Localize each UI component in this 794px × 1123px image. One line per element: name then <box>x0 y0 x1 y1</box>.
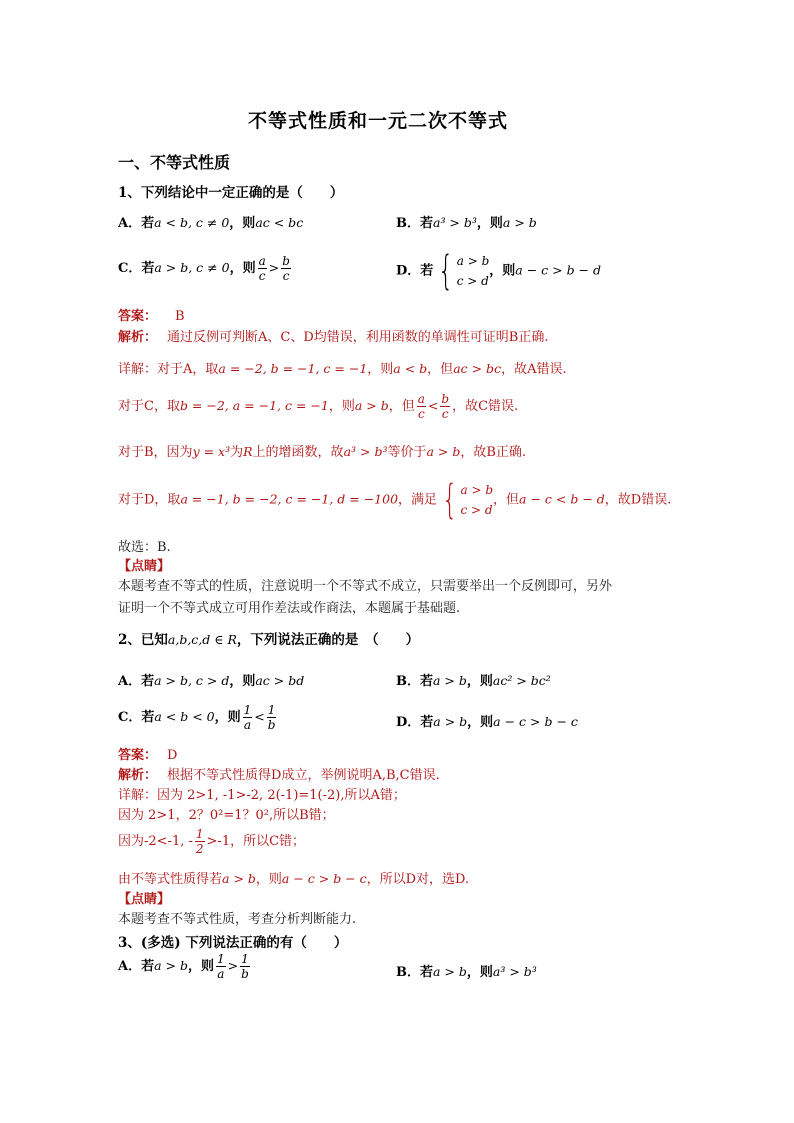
fraction-denominator: b <box>241 967 249 981</box>
math: a,b,c,d ∈ R <box>167 632 237 647</box>
math-conclusion: ac < bc <box>255 215 304 230</box>
option-label: C．若 <box>118 261 155 276</box>
system-line: a > b <box>460 483 494 497</box>
math-operator: > <box>227 958 239 973</box>
q1-answer <box>118 305 185 324</box>
option-label: A．若 <box>118 959 155 974</box>
inequality-system <box>437 477 494 523</box>
math-operator: > <box>268 260 280 275</box>
detail-text: 对于D，取 <box>118 492 181 508</box>
math-condition: a < b < 0 <box>154 709 215 724</box>
option-then: ，则 <box>489 263 516 279</box>
math: y = x³ <box>192 444 231 459</box>
q1-dianjing: 【点睛】 <box>118 559 171 574</box>
option-then: ，则 <box>229 261 256 276</box>
math-condition: a > b <box>433 673 467 688</box>
math: a > b <box>354 398 389 413</box>
fraction-numerator: b <box>282 254 290 268</box>
option-label: B．若 <box>396 965 433 980</box>
detail-text: ，则 <box>367 362 394 377</box>
q2-option-c <box>118 703 278 732</box>
system-line: a > b <box>456 254 490 268</box>
fraction-numerator: 1 <box>267 703 276 717</box>
detail-text: ，但 <box>427 362 454 377</box>
math-condition: a > b <box>154 958 188 973</box>
math: a³ > b³ <box>343 444 388 459</box>
analysis-text: 根据不等式性质得D成立，举例说明A,B,C错误. <box>167 768 440 783</box>
detail-text: ，故C错误. <box>452 399 519 414</box>
stem-text: 2、已知 <box>118 632 168 648</box>
detail-text: 对于C，取 <box>118 399 180 414</box>
question-2-stem <box>118 628 419 648</box>
detail-text: ，则 <box>328 399 355 414</box>
math-conclusion: ac² > bc² <box>492 673 551 688</box>
q2-dianjing: 【点睛】 <box>118 892 171 907</box>
math: a = −2, b = −1, c = −1 <box>218 361 368 376</box>
math: a > b <box>222 871 256 886</box>
fraction-denominator: c <box>441 407 449 421</box>
option-then: ，则 <box>187 959 214 974</box>
math: ac > bc <box>453 361 502 376</box>
fraction-numerator: 1 <box>216 952 225 966</box>
answer-label: 答案： <box>118 748 158 763</box>
math-condition: a > b, c > d <box>154 673 230 688</box>
fraction <box>243 703 253 732</box>
question-1-stem: 1、下列结论中一定正确的是（ ） <box>118 185 344 201</box>
option-label: B．若 <box>396 216 433 231</box>
option-then: ，则 <box>466 674 493 689</box>
math-condition: a > b, c ≠ 0 <box>154 260 230 275</box>
q2-option-a <box>118 670 304 689</box>
fraction-denominator: a <box>243 718 252 732</box>
question-3-stem: 3、(多选) 下列说法正确的有（ ） <box>118 935 348 951</box>
math: b = −2, a = −1, c = −1 <box>179 398 329 413</box>
option-label: C．若 <box>118 710 155 725</box>
fraction-numerator: 1 <box>241 952 249 966</box>
detail-text: ，但 <box>493 492 520 508</box>
option-then: ，则 <box>476 216 503 231</box>
fraction <box>216 952 226 981</box>
q1-option-c <box>118 254 293 283</box>
math-condition: a > b <box>433 714 468 729</box>
q1-note-line1: 本题考查不等式的性质，注意说明一个不等式不成立，只需要举出一个反例即可，另外 <box>118 579 613 594</box>
math-conclusion: a³ > b³ <box>492 964 537 979</box>
math: a < b <box>393 361 428 376</box>
analysis-text: 通过反例可判断A、C、D均错误，利用函数的单调性可证明B正确. <box>167 330 549 345</box>
math: R <box>243 444 253 459</box>
math: a − c < b − d <box>519 491 605 507</box>
fraction <box>417 392 426 421</box>
answer-value: B <box>175 309 185 324</box>
fraction-denominator: c <box>417 407 425 421</box>
system-line: c > d <box>460 503 493 517</box>
math: a > b <box>426 444 461 459</box>
option-then: ，则 <box>467 715 494 730</box>
q1-detail-b <box>118 441 526 460</box>
option-then: ，则 <box>229 674 256 689</box>
detail-text: >-1，所以C错； <box>206 834 306 849</box>
math-condition: a³ > b³ <box>433 215 477 230</box>
fraction-numerator: 1 <box>195 827 204 841</box>
option-then: ，则 <box>466 965 493 980</box>
option-then: ，则 <box>214 710 241 725</box>
option-label: D．若 <box>396 263 434 279</box>
detail-text: ，满足 <box>398 492 438 508</box>
fraction-denominator: b <box>267 718 276 732</box>
detail-text: ，故A错误. <box>501 362 567 377</box>
detail-text: 由不等式性质得若 <box>118 872 223 887</box>
q2-answer <box>118 744 177 763</box>
detail-text: 对于B，因为 <box>118 445 193 460</box>
fraction <box>281 254 291 283</box>
fraction <box>240 952 250 981</box>
math-condition: a < b, c ≠ 0 <box>154 215 230 230</box>
q3-option-b <box>396 961 537 980</box>
q3-option-a <box>118 952 252 981</box>
q1-option-b <box>396 212 537 231</box>
page-title: 不等式性质和一元二次不等式 <box>248 110 509 132</box>
math-operator: < <box>427 398 439 413</box>
q2-analysis <box>118 764 440 783</box>
option-label: A．若 <box>118 674 155 689</box>
fraction <box>195 827 205 856</box>
q1-note-line2: 证明一个不等式成立可用作差法或作商法，本题属于基础题. <box>118 601 461 616</box>
q2-detail-c <box>118 827 305 856</box>
math-operator: < <box>254 709 265 724</box>
q2-detail-a: 详解：因为 2>1, -1>-2, 2(-1)=1(-2),所以A错； <box>118 788 406 803</box>
q1-detail-c <box>118 392 518 421</box>
q1-choose: 故选：B. <box>118 540 171 555</box>
detail-text: ，则 <box>255 872 282 887</box>
q2-detail-b: 因为 2>1，2？0²=1？0²,所以B错； <box>118 808 335 823</box>
q1-option-d <box>396 248 601 294</box>
q1-detail-d <box>118 477 672 523</box>
analysis-label: 解析： <box>118 330 158 345</box>
system-line: c > d <box>456 274 489 288</box>
fraction-numerator: a <box>258 254 266 268</box>
q1-analysis <box>118 326 548 345</box>
math: a − c > b − c <box>281 871 367 886</box>
fraction-numerator: a <box>417 392 425 406</box>
fraction-denominator: 2 <box>195 842 204 856</box>
q2-option-d <box>396 711 578 730</box>
inequality-system <box>433 248 490 294</box>
detail-text: ，故B正确. <box>460 445 527 460</box>
brace-icon: { <box>438 248 454 294</box>
math-conclusion: ac > bd <box>255 673 305 688</box>
fraction-numerator: 1 <box>243 703 252 717</box>
math-condition: a > b <box>433 964 467 979</box>
section-heading: 一、不等式性质 <box>118 153 231 172</box>
math-conclusion: a > b <box>502 215 537 230</box>
fraction <box>267 703 277 732</box>
q1-option-a <box>118 212 303 231</box>
q1-detail-a <box>118 358 567 377</box>
option-label: A．若 <box>118 216 155 231</box>
answer-value: D <box>167 748 178 763</box>
detail-text: ，故D错误. <box>604 492 672 508</box>
detail-text: ，所以D对，选D. <box>366 872 470 887</box>
fraction-denominator: c <box>282 269 290 283</box>
fraction <box>440 392 450 421</box>
detail-text: 上的增函数，故 <box>252 445 344 460</box>
fraction-numerator: b <box>441 392 450 406</box>
q2-note: 本题考查不等式性质，考查分析判断能力. <box>118 912 357 927</box>
analysis-label: 解析： <box>118 768 158 783</box>
option-label: D．若 <box>396 715 434 730</box>
answer-label: 答案： <box>118 309 158 324</box>
detail-text: ，但 <box>388 399 415 414</box>
q2-detail-d <box>118 868 469 887</box>
math-conclusion: a − c > b − c <box>493 714 578 729</box>
option-then: ，则 <box>229 216 256 231</box>
fraction <box>258 254 267 283</box>
stem-text: ，下列说法正确的是 （ ） <box>236 632 420 648</box>
math-conclusion: a − c > b − d <box>515 262 601 278</box>
detail-text: 因为-2<-1, - <box>118 834 193 849</box>
option-label: B．若 <box>396 674 433 689</box>
fraction-denominator: c <box>258 269 266 283</box>
fraction-denominator: a <box>217 967 225 981</box>
brace-icon: { <box>442 477 458 523</box>
math: a = −1, b = −2, c = −1, d = −100 <box>180 491 399 507</box>
detail-text: 等价于 <box>387 445 427 460</box>
detail-text: 详解：对于A，取 <box>118 362 219 377</box>
q2-option-b <box>396 670 551 689</box>
detail-text: 为 <box>230 445 244 460</box>
